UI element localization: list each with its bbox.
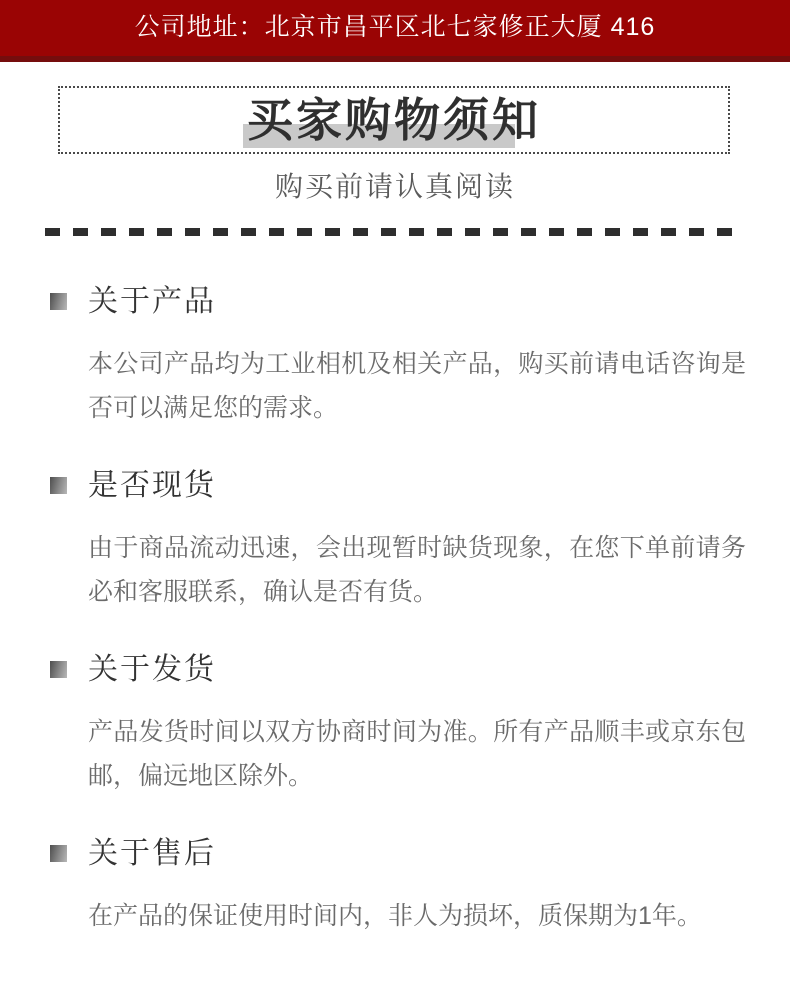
section-body: 在产品的保证使用时间内，非人为损坏，质保期为1年。 xyxy=(88,902,702,930)
notice-title-box xyxy=(58,86,730,154)
section-body: 本公司产品均为工业相机及相关产品，购买前请电话咨询是否可以满足您的需求。 xyxy=(88,350,746,422)
section-body: 由于商品流动迅速，会出现暂时缺货现象，在您下单前请务必和客服联系，确认是否有货。 xyxy=(88,534,746,606)
section-body: 产品发货时间以双方协商时间为准。所有产品顺丰或京东包邮，偏远地区除外。 xyxy=(88,718,746,790)
section-about-product xyxy=(50,286,746,430)
square-bullet-icon xyxy=(50,661,67,678)
square-bullet-icon xyxy=(50,845,67,862)
section-heading: 是否现货 xyxy=(88,469,216,502)
section-header xyxy=(50,654,746,686)
section-shipping xyxy=(50,654,746,798)
dashed-divider xyxy=(45,228,745,236)
company-address-bar xyxy=(0,0,790,62)
section-after-sales xyxy=(50,838,746,938)
section-in-stock xyxy=(50,470,746,614)
section-heading: 关于发货 xyxy=(88,653,216,686)
square-bullet-icon xyxy=(50,293,67,310)
section-header xyxy=(50,286,746,318)
notice-title: 买家购物须知 xyxy=(247,94,541,146)
company-address-text: 公司地址：北京市昌平区北七家修正大厦 416 xyxy=(134,13,656,41)
section-header xyxy=(50,838,746,870)
notice-subtitle: 购买前请认真阅读 xyxy=(274,171,515,202)
section-header xyxy=(50,470,746,502)
square-bullet-icon xyxy=(50,477,67,494)
section-heading: 关于售后 xyxy=(88,837,216,870)
notice-sections xyxy=(0,236,790,938)
section-heading: 关于产品 xyxy=(88,285,216,318)
